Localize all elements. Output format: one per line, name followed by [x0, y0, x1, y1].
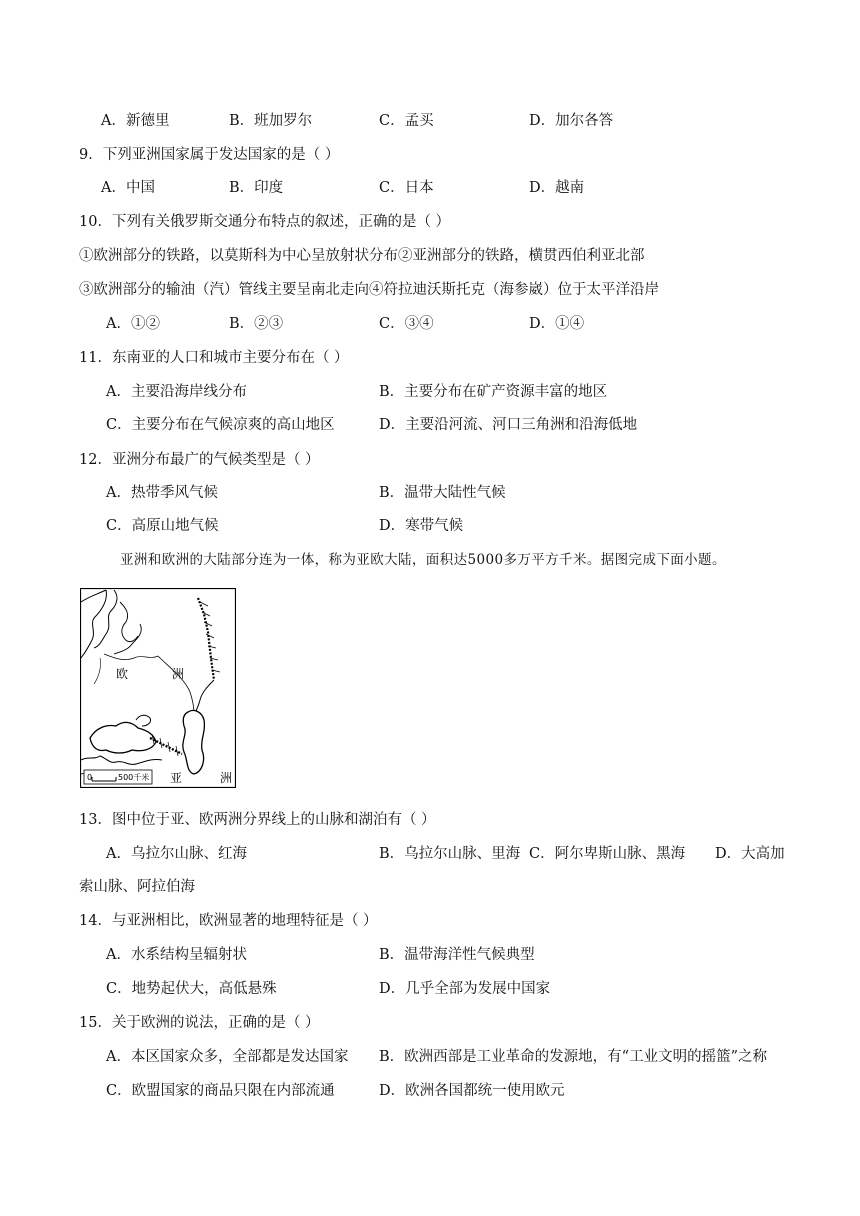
q11-option-d: D．主要沿河流、河口三角洲和沿海低地: [379, 417, 638, 433]
q8-option-b: B．班加罗尔: [229, 113, 313, 129]
map-label-europe-2: 洲: [172, 667, 185, 681]
q9-option-c: C．日本: [379, 180, 434, 196]
q14-option-c: C．地势起伏大，高低悬殊: [106, 981, 277, 997]
q10-option-c: C．③④: [379, 316, 434, 332]
q13-stem: 13．图中位于亚、欧两洲分界线上的山脉和湖泊有（ ）: [79, 812, 436, 828]
q13-option-d-wrap: 索山脉、阿拉伯海: [79, 879, 195, 895]
q14-option-d: D．几乎全部为发展中国家: [379, 981, 551, 997]
q9-option-d: D．越南: [529, 180, 585, 196]
q10-option-a: A．①②: [106, 316, 160, 332]
q12-option-c: C．高原山地气候: [106, 518, 219, 534]
q12-option-d: D．寒带气候: [379, 518, 464, 534]
q12-stem: 12．亚洲分布最广的气候类型是（ ）: [79, 452, 320, 468]
q14-option-b: B．温带海洋性气候典型: [379, 947, 535, 963]
q10-statement-2: ③欧洲部分的输油（汽）管线主要呈南北走向④符拉迪沃斯托克（海参崴）位于太平洋沿岸: [79, 282, 659, 298]
q14-stem: 14．与亚洲相比，欧洲显著的地理特征是（ ）: [79, 913, 378, 929]
q13-option-d: D．大高加: [715, 846, 785, 862]
q8-option-d: D．加尔各答: [529, 113, 614, 129]
q8-option-a: A．新德里: [101, 113, 170, 129]
q12-option-b: B．温带大陆性气候: [379, 485, 506, 501]
q13-option-b: B．乌拉尔山脉、里海: [379, 846, 521, 862]
map-label-asia-2: 洲: [220, 771, 233, 785]
q15-option-c: C．欧盟国家的商品只限在内部流通: [106, 1083, 335, 1099]
q10-statement-1: ①欧洲部分的铁路，以莫斯科为中心呈放射状分布②亚洲部分的铁路，横贯西伯利亚北部: [79, 248, 645, 264]
q9-option-a: A．中国: [101, 180, 155, 196]
q15-option-d: D．欧洲各国都统一使用欧元: [379, 1083, 565, 1099]
q10-stem: 10．下列有关俄罗斯交通分布特点的叙述，正确的是（ ）: [79, 214, 451, 230]
scale-bar: [84, 770, 152, 784]
q10-option-b: B．②③: [229, 316, 284, 332]
q11-option-a: A．主要沿海岸线分布: [106, 384, 247, 400]
q12-option-a: A．热带季风气候: [106, 485, 218, 501]
q13-option-c: C．阿尔卑斯山脉、黑海: [529, 846, 686, 862]
passage-intro: 亚洲和欧洲的大陆部分连为一体，称为亚欧大陆，面积达5000多万平方千米。据图完成下面小题。: [120, 552, 726, 568]
q15-option-a: A．本区国家众多，全部都是发达国家: [106, 1049, 349, 1065]
q15-stem: 15．关于欧洲的说法，正确的是（ ）: [79, 1015, 320, 1031]
map-label-europe-1: 欧: [116, 667, 129, 681]
scale-label: 500千米: [118, 773, 150, 782]
q8-option-c: C．孟买: [379, 113, 434, 129]
q10-option-d: D．①④: [529, 316, 585, 332]
q9-option-b: B．印度: [229, 180, 284, 196]
europe-asia-map: [80, 588, 236, 788]
q14-option-a: A．水系结构呈辐射状: [106, 947, 247, 963]
q9-stem: 9．下列亚洲国家属于发达国家的是（ ）: [79, 147, 340, 163]
map-label-asia-1: 亚: [170, 771, 183, 785]
q15-option-b: B．欧洲西部是工业革命的发源地，有“工业文明的摇篮”之称: [379, 1049, 767, 1065]
q11-option-b: B．主要分布在矿产资源丰富的地区: [379, 384, 608, 400]
q13-option-a: A．乌拉尔山脉、红海: [106, 846, 247, 862]
q11-stem: 11．东南亚的人口和城市主要分布在（ ）: [79, 350, 349, 366]
q11-option-c: C．主要分布在气候凉爽的高山地区: [106, 417, 335, 433]
scale-zero: 0: [87, 773, 93, 782]
